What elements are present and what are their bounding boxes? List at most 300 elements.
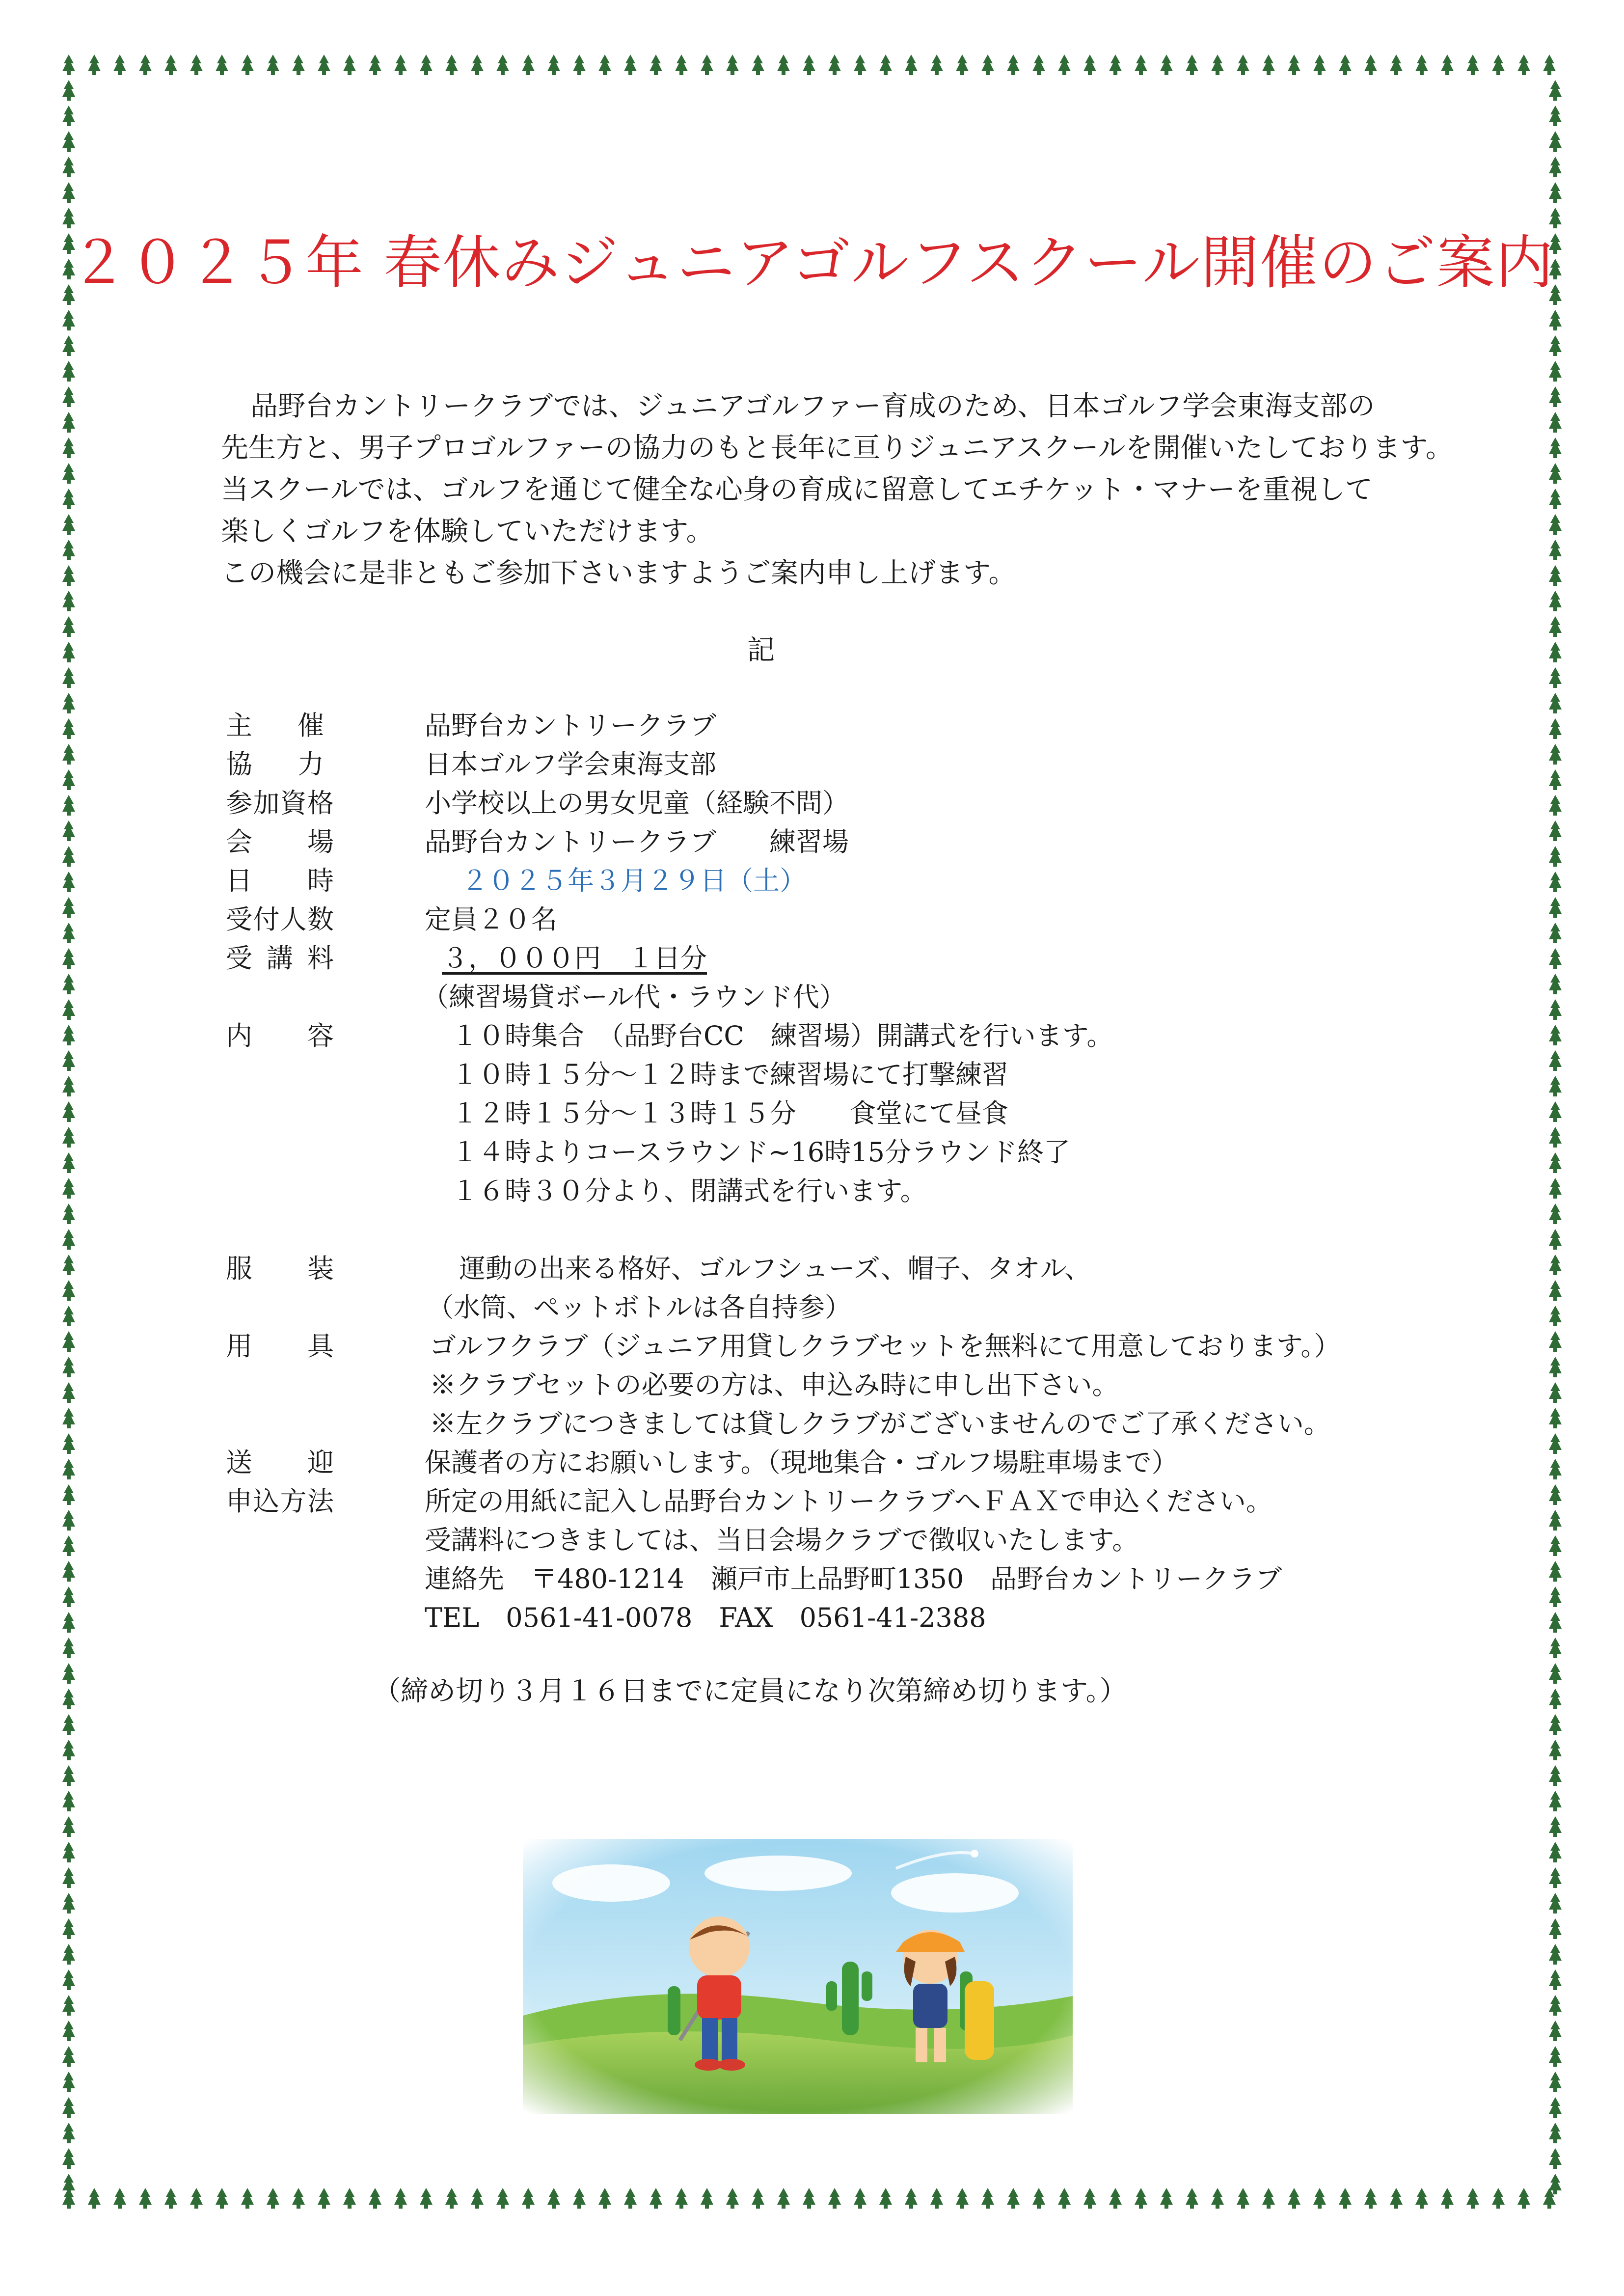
tree-icon <box>164 55 177 75</box>
detail-row-content <box>226 1172 1453 1210</box>
tree-icon <box>496 2188 509 2209</box>
tree-icon <box>139 55 152 75</box>
tree-icon <box>241 2188 254 2209</box>
equipment-label: 用具 <box>226 1331 334 1362</box>
tree-icon <box>139 2188 152 2209</box>
tree-icon <box>1549 1893 1562 1913</box>
tree-icon <box>1549 80 1562 101</box>
tree-icon <box>62 974 75 994</box>
eligibility-label: 参加資格 <box>226 788 334 819</box>
tree-icon <box>1549 157 1562 177</box>
tree-icon <box>1549 744 1562 765</box>
tree-icon <box>62 1025 75 1045</box>
tree-icon <box>650 55 662 75</box>
equipment-note: ※クラブセットの必要の方は、申込み時に申し出下さい。 <box>430 1369 1119 1400</box>
tree-icon <box>1549 182 1562 203</box>
tree-icon <box>62 667 75 688</box>
tree-icon <box>394 55 407 75</box>
detail-row-content <box>226 1055 1453 1094</box>
tree-icon <box>1549 1280 1562 1301</box>
tree-icon <box>1549 1535 1562 1556</box>
tree-icon <box>828 55 841 75</box>
tree-icon <box>62 1255 75 1275</box>
tree-icon <box>624 2188 637 2209</box>
capacity-label: 受付人数 <box>226 904 334 935</box>
tree-icon <box>62 1969 75 1990</box>
tree-icon <box>1549 1306 1562 1326</box>
tree-icon <box>1032 55 1045 75</box>
tree-icon <box>62 1203 75 1224</box>
tree-icon <box>62 157 75 177</box>
tree-icon <box>1364 55 1377 75</box>
tree-icon <box>445 55 458 75</box>
tree-icon <box>62 718 75 739</box>
tree-icon <box>343 2188 356 2209</box>
detail-row-fee <box>226 939 1453 978</box>
tree-icon <box>62 489 75 509</box>
tree-icon <box>62 1535 75 1556</box>
tree-icon <box>343 55 356 75</box>
content-line: １０時１５分～１２時まで練習場にて打撃練習 <box>452 1059 1008 1090</box>
content-line: １６時３０分より、閉講式を行います。 <box>452 1175 927 1206</box>
tree-icon <box>1549 795 1562 816</box>
tree-icon <box>1517 2188 1530 2209</box>
tree-icon <box>62 1459 75 1479</box>
tree-icon <box>547 55 560 75</box>
tree-icon <box>726 2188 739 2209</box>
tree-icon <box>1549 1203 1562 1224</box>
tree-icon <box>726 55 739 75</box>
tree-icon <box>88 55 101 75</box>
tree-icon <box>1135 2188 1147 2209</box>
tree-icon <box>1441 55 1454 75</box>
tree-icon <box>1549 1127 1562 1148</box>
deadline-note: （締め切り３月１６日までに定員になり次第締め切ります。） <box>373 1675 1127 1707</box>
tree-icon <box>1549 2021 1562 2041</box>
tree-icon <box>471 55 484 75</box>
tree-icon <box>62 1178 75 1199</box>
tree-icon <box>1415 55 1428 75</box>
ki-heading: 記 <box>747 634 775 666</box>
application-line: 受講料につきましては、当日会場クラブで徴収いたします。 <box>425 1525 1139 1556</box>
detail-row-application <box>226 1559 1453 1598</box>
tree-icon <box>879 55 892 75</box>
detail-row-organizer <box>226 706 1453 745</box>
tree-icon <box>62 1408 75 1428</box>
tree-icon <box>1313 2188 1326 2209</box>
tree-icon <box>62 1586 75 1607</box>
tree-icon <box>62 182 75 203</box>
tree-icon <box>1549 591 1562 611</box>
tree-icon <box>905 55 918 75</box>
tree-icon <box>803 55 815 75</box>
tree-icon <box>62 897 75 918</box>
tree-icon <box>62 1357 75 1377</box>
tree-icon <box>62 1995 75 2016</box>
application-label: 申込方法 <box>226 1486 334 1517</box>
tree-icon <box>1549 872 1562 892</box>
transport-label: 送迎 <box>226 1447 334 1478</box>
tree-icon <box>854 55 866 75</box>
tree-icon <box>1549 1561 1562 1582</box>
tree-icon <box>1549 693 1562 713</box>
tree-icon <box>292 55 305 75</box>
tree-icon <box>981 55 994 75</box>
clothing-label: 服装 <box>226 1253 334 1284</box>
tree-icon <box>1109 2188 1122 2209</box>
tree-icon <box>1160 55 1173 75</box>
tree-icon <box>1415 2188 1428 2209</box>
tree-icon <box>62 2148 75 2169</box>
tree-icon <box>1549 1663 1562 1684</box>
tree-icon <box>1549 1586 1562 1607</box>
tree-icon <box>1262 2188 1275 2209</box>
tree-icon <box>62 335 75 356</box>
tree-icon <box>216 55 228 75</box>
tree-icon <box>1364 2188 1377 2209</box>
tree-icon <box>1549 1178 1562 1199</box>
tree-icon <box>1186 2188 1198 2209</box>
tree-icon <box>62 795 75 816</box>
tree-icon <box>62 1918 75 1939</box>
tree-icon <box>1237 2188 1249 2209</box>
tree-icon <box>1058 55 1071 75</box>
tree-icon <box>522 2188 535 2209</box>
tree-icon <box>62 1510 75 1531</box>
tree-icon <box>62 744 75 765</box>
tree-icon <box>1262 55 1275 75</box>
tree-icon <box>1549 2097 1562 2118</box>
intro-line: 当スクールでは、ゴルフを通じて健全な心身の育成に留意してエチケット・マナーを重視して <box>221 474 1373 506</box>
tree-icon <box>1339 55 1352 75</box>
cooperation-label: 協力 <box>226 749 324 780</box>
detail-row-capacity <box>226 900 1453 939</box>
tree-icon <box>854 2188 866 2209</box>
tree-icon <box>1549 1076 1562 1096</box>
detail-row-application <box>226 1482 1453 1521</box>
tree-icon <box>62 540 75 560</box>
tree-icon <box>930 55 943 75</box>
tree-icon <box>62 1740 75 1760</box>
tree-icon <box>62 1791 75 1811</box>
tree-icon <box>1549 412 1562 433</box>
tree-icon <box>1549 897 1562 918</box>
transport-value: 保護者の方にお願いします。（現地集合・ゴルフ場駐車場まで） <box>425 1447 1178 1478</box>
tree-icon <box>1288 2188 1300 2209</box>
tree-icon <box>394 2188 407 2209</box>
tree-icon <box>62 591 75 611</box>
tree-icon <box>1517 55 1530 75</box>
tree-icon <box>879 2188 892 2209</box>
fee-label: 受講料 <box>226 943 334 974</box>
tree-icon <box>1339 2188 1352 2209</box>
tree-icon <box>1007 55 1020 75</box>
tree-icon <box>1466 2188 1479 2209</box>
tree-icon <box>1549 1969 1562 1990</box>
detail-row-venue <box>226 822 1453 861</box>
equipment-value: ゴルフクラブ（ジュニア用貸しクラブセットを無料にて用意しております。） <box>430 1331 1341 1362</box>
tree-icon <box>62 846 75 867</box>
tree-icon <box>62 1076 75 1096</box>
tree-icon <box>547 2188 560 2209</box>
detail-row-clothing-note <box>226 1288 1453 1327</box>
tree-icon <box>1549 1816 1562 1837</box>
tree-icon <box>62 2123 75 2143</box>
tree-icon <box>445 2188 458 2209</box>
tree-icon <box>62 1229 75 1250</box>
intro-paragraph <box>221 385 1453 594</box>
intro-line: 楽しくゴルフを体験していただけます。 <box>221 516 714 547</box>
detail-row-equipment <box>226 1327 1453 1366</box>
clothing-note: （水筒、ペットボトルは各自持参） <box>427 1292 851 1323</box>
detail-row-equipment-note <box>226 1366 1453 1404</box>
tree-icon <box>1313 55 1326 75</box>
tree-icon <box>420 2188 433 2209</box>
detail-row-content <box>226 1094 1453 1133</box>
tree-icon <box>62 1663 75 1684</box>
tree-icon <box>1549 642 1562 662</box>
detail-row-clothing <box>226 1249 1453 1288</box>
content-line: １０時集合 （品野台CC 練習場）開講式を行います。 <box>452 1020 1113 1051</box>
date-label: 日時 <box>226 865 334 896</box>
tree-icon <box>1237 55 1249 75</box>
tree-icon <box>1549 1101 1562 1122</box>
detail-row-transport <box>226 1443 1453 1482</box>
tree-icon <box>62 693 75 713</box>
tree-icon <box>1549 1382 1562 1403</box>
tree-icon <box>1211 2188 1224 2209</box>
tree-icon <box>1549 1433 1562 1454</box>
intro-line: 先生方と、男子プロゴルファーの協力のもと長年に亘りジュニアスクールを開催いたしております。 <box>221 432 1453 464</box>
tree-icon <box>573 2188 586 2209</box>
tree-icon <box>1109 55 1122 75</box>
tree-icon <box>62 923 75 943</box>
tree-icon <box>62 1867 75 1888</box>
tree-icon <box>62 514 75 535</box>
tree-icon <box>1549 846 1562 867</box>
tree-icon <box>62 999 75 1020</box>
tree-icon <box>62 1816 75 1837</box>
tree-icon <box>1135 55 1147 75</box>
tree-icon <box>1549 1714 1562 1735</box>
cooperation-value: 日本ゴルフ学会東海支部 <box>425 749 716 780</box>
detail-row-content <box>226 1016 1453 1055</box>
tree-icon <box>62 820 75 841</box>
organizer-label: 主催 <box>226 710 324 741</box>
tree-icon <box>1549 1459 1562 1479</box>
application-line: 所定の用紙に記入し品野台カントリークラブへＦＡＸで申込ください。 <box>425 1486 1272 1517</box>
tree-icon <box>1466 55 1479 75</box>
tree-icon <box>956 2188 969 2209</box>
tree-icon <box>62 948 75 969</box>
tree-icon <box>777 2188 790 2209</box>
tree-icon <box>62 310 75 330</box>
tree-icon <box>62 1612 75 1633</box>
tree-icon <box>956 55 969 75</box>
tree-icon <box>1288 55 1300 75</box>
tree-icon <box>1549 565 1562 586</box>
tree-icon <box>62 437 75 458</box>
tree-icon <box>62 131 75 152</box>
tree-icon <box>113 2188 126 2209</box>
tree-icon <box>1549 718 1562 739</box>
tree-icon <box>420 55 433 75</box>
tree-icon <box>624 55 637 75</box>
tree-icon <box>62 1127 75 1148</box>
page-title: ２０２５年 春休みジュニアゴルフスクール開催のご案内 <box>69 229 1555 297</box>
equipment-note: ※左クラブにつきましては貸しクラブがございませんのでご了承ください。 <box>430 1408 1330 1439</box>
tree-icon <box>1549 820 1562 841</box>
detail-row-application <box>226 1598 1453 1637</box>
tree-icon <box>241 55 254 75</box>
tree-icon <box>62 1101 75 1122</box>
tree-icon <box>1549 1612 1562 1633</box>
tree-icon <box>1549 386 1562 407</box>
tree-icon <box>62 1689 75 1709</box>
tree-icon <box>62 1893 75 1913</box>
tree-icon <box>1549 2148 1562 2169</box>
tree-icon <box>1549 1918 1562 1939</box>
tree-icon <box>1549 1842 1562 1862</box>
tree-icon <box>1549 437 1562 458</box>
tree-icon <box>1549 667 1562 688</box>
tree-icon <box>1058 2188 1071 2209</box>
tree-icon <box>1549 1510 1562 1531</box>
tree-icon <box>318 2188 330 2209</box>
tree-icon <box>62 2046 75 2067</box>
tree-icon <box>1007 2188 1020 2209</box>
tree-icon <box>62 2021 75 2041</box>
tree-icon <box>1549 974 1562 994</box>
tree-icon <box>1390 55 1403 75</box>
tree-icon <box>62 361 75 382</box>
tree-icon <box>62 386 75 407</box>
tree-icon <box>1549 1025 1562 1045</box>
tree-icon <box>62 412 75 433</box>
tree-icon <box>1549 1484 1562 1505</box>
tree-icon <box>369 2188 381 2209</box>
content-line: １４時よりコースラウンド~16時15分ラウンド終了 <box>452 1137 1070 1168</box>
clothing-value: 運動の出来る格好、ゴルフシューズ、帽子、タオル、 <box>459 1253 1091 1284</box>
tree-icon <box>1549 489 1562 509</box>
tree-icon <box>62 872 75 892</box>
tree-icon <box>62 1280 75 1301</box>
tree-icon <box>471 2188 484 2209</box>
content-line: １２時１５分～１３時１５分 食堂にて昼食 <box>452 1098 1008 1129</box>
tree-icon <box>1549 106 1562 126</box>
tree-icon <box>62 1484 75 1505</box>
tree-icon <box>1543 55 1556 75</box>
contact-line: 連絡先 〒480-1214 瀬戸市上品野町1350 品野台カントリークラブ <box>425 1563 1282 1594</box>
tree-icon <box>1549 540 1562 560</box>
tree-icon <box>318 55 330 75</box>
tree-icon <box>62 2072 75 2092</box>
tree-icon <box>62 80 75 101</box>
tree-icon <box>164 2188 177 2209</box>
tree-icon <box>1549 1357 1562 1377</box>
tree-icon <box>62 2174 75 2194</box>
tree-icon <box>1549 1331 1562 1352</box>
tree-icon <box>369 55 381 75</box>
tree-icon <box>1549 463 1562 484</box>
date-value: ２０２５年３月２９日（土） <box>461 865 806 896</box>
tree-icon <box>598 2188 611 2209</box>
capacity-value: 定員２０名 <box>425 904 557 935</box>
tree-icon <box>62 565 75 586</box>
tree-icon <box>62 1331 75 1352</box>
venue-value: 品野台カントリークラブ 練習場 <box>425 826 849 857</box>
tree-icon <box>1549 131 1562 152</box>
tree-icon <box>62 55 75 75</box>
tree-icon <box>1549 1229 1562 1250</box>
tree-icon <box>1549 923 1562 943</box>
tree-icon <box>62 1050 75 1071</box>
tree-icon <box>1549 1255 1562 1275</box>
tree-icon <box>981 2188 994 2209</box>
tree-icon <box>1390 2188 1403 2209</box>
detail-row-fee-note <box>226 978 1453 1016</box>
tree-icon <box>675 55 688 75</box>
kids-golf-illustration <box>523 1839 1073 2114</box>
tree-icon <box>496 55 509 75</box>
tree-icon <box>1549 1995 1562 2016</box>
tree-icon <box>803 2188 815 2209</box>
tree-icon <box>828 2188 841 2209</box>
tree-icon <box>522 55 535 75</box>
tree-icon <box>1549 1791 1562 1811</box>
tree-icon <box>62 2097 75 2118</box>
tree-icon <box>1549 948 1562 969</box>
tree-icon <box>1549 1944 1562 1965</box>
tree-icon <box>1549 1740 1562 1760</box>
tree-icon <box>1549 361 1562 382</box>
tree-icon <box>1549 999 1562 1020</box>
detail-row-cooperation <box>226 745 1453 784</box>
tree-icon <box>1549 1408 1562 1428</box>
tree-icon <box>1549 616 1562 637</box>
tree-icon <box>1549 1867 1562 1888</box>
tree-icon <box>1492 2188 1505 2209</box>
fee-note: （練習場貸ボール代・ラウンド代） <box>422 982 846 1012</box>
tree-icon <box>905 2188 918 2209</box>
tree-icon <box>190 2188 203 2209</box>
tree-icon <box>1549 1689 1562 1709</box>
tree-icon <box>1160 2188 1173 2209</box>
eligibility-value: 小学校以上の男女児童（経験不問） <box>425 788 849 819</box>
tree-icon <box>113 55 126 75</box>
phone-fax-line: TEL 0561-41-0078 FAX 0561-41-2388 <box>425 1602 986 1633</box>
tree-icon <box>1492 55 1505 75</box>
tree-icon <box>62 1306 75 1326</box>
tree-icon <box>701 2188 713 2209</box>
tree-icon <box>650 2188 662 2209</box>
tree-icon <box>62 1382 75 1403</box>
tree-icon <box>1211 55 1224 75</box>
tree-icon <box>752 55 764 75</box>
tree-icon <box>62 1561 75 1582</box>
venue-label: 会場 <box>226 826 334 857</box>
organizer-value: 品野台カントリークラブ <box>425 710 716 741</box>
tree-icon <box>62 1638 75 1658</box>
tree-icon <box>267 55 279 75</box>
tree-icon <box>1549 1765 1562 1786</box>
tree-icon <box>62 1944 75 1965</box>
tree-icon <box>267 2188 279 2209</box>
tree-icon <box>1549 335 1562 356</box>
tree-icon <box>573 55 586 75</box>
tree-icon <box>1083 55 1096 75</box>
tree-icon <box>701 55 713 75</box>
